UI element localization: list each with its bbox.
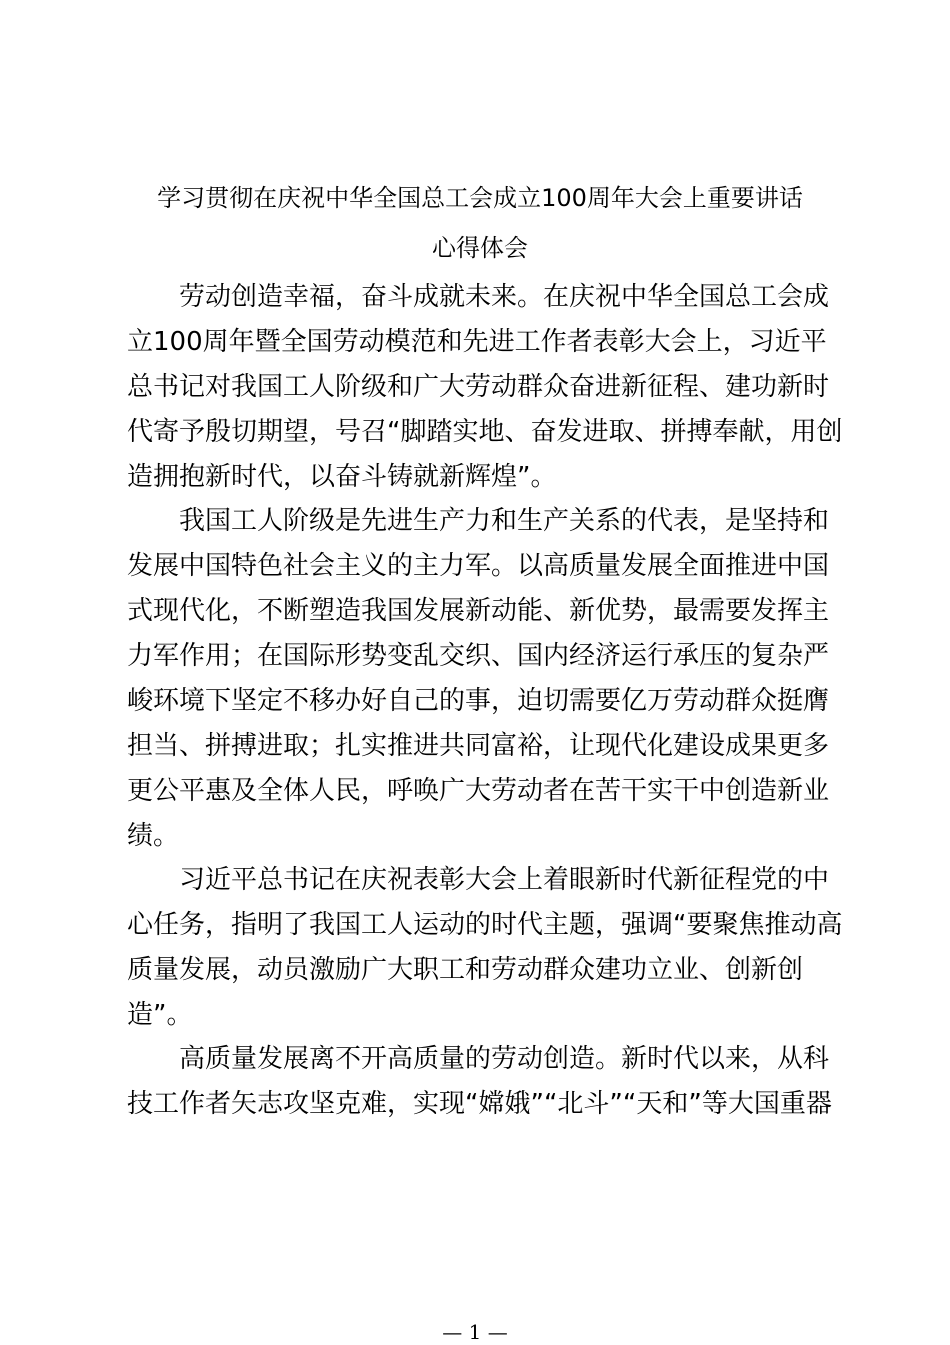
body-line: 更公平惠及全体人民，呼唤广大劳动者在苦干实干中创造新业	[127, 776, 830, 806]
body-line: 造拥抱新时代，以奋斗铸就新辉煌”。	[127, 462, 557, 492]
body-line: 我国工人阶级是先进生产力和生产关系的代表，是坚持和	[127, 506, 830, 536]
body-line: 峻环境下坚定不移办好自己的事，迫切需要亿万劳动群众挺膺	[127, 686, 830, 716]
body-line: 技工作者矢志攻坚克难，实现“嫦娥”“北斗”“天和”等大国重器	[127, 1089, 832, 1119]
body-line: 劳动创造幸福，奋斗成就未来。在庆祝中华全国总工会成	[127, 282, 830, 312]
document-title-line-1: 学习贯彻在庆祝中华全国总工会成立100周年大会上重要讲话	[157, 184, 803, 212]
body-line: 担当、拼搏进取；扎实推进共同富裕，让现代化建设成果更多	[127, 731, 830, 761]
document-title-line-2: 心得体会	[432, 234, 528, 262]
body-line: 代寄予殷切期望，号召“脚踏实地、奋发进取、拼搏奉献，用创	[127, 417, 843, 447]
body-line: 造”。	[127, 1000, 193, 1030]
body-line: 立100周年暨全国劳动模范和先进工作者表彰大会上，习近平	[127, 327, 827, 357]
body-line: 式现代化，不断塑造我国发展新动能、新优势，最需要发挥主	[127, 596, 830, 626]
body-line: 质量发展，动员激励广大职工和劳动群众建功立业、创新创	[127, 955, 804, 985]
body-line: 绩。	[127, 821, 180, 851]
body-line: 心任务，指明了我国工人运动的时代主题，强调“要聚焦推动高	[127, 910, 843, 940]
body-line: 高质量发展离不开高质量的劳动创造。新时代以来，从科	[127, 1044, 830, 1074]
body-line: 发展中国特色社会主义的主力军。以高质量发展全面推进中国	[127, 551, 830, 581]
page-number: — 1 —	[442, 1320, 508, 1344]
body-line: 力军作用；在国际形势变乱交织、国内经济运行承压的复杂严	[127, 641, 830, 671]
body-line: 习近平总书记在庆祝表彰大会上着眼新时代新征程党的中	[127, 865, 830, 895]
body-line: 总书记对我国工人阶级和广大劳动群众奋进新征程、建功新时	[127, 372, 830, 402]
